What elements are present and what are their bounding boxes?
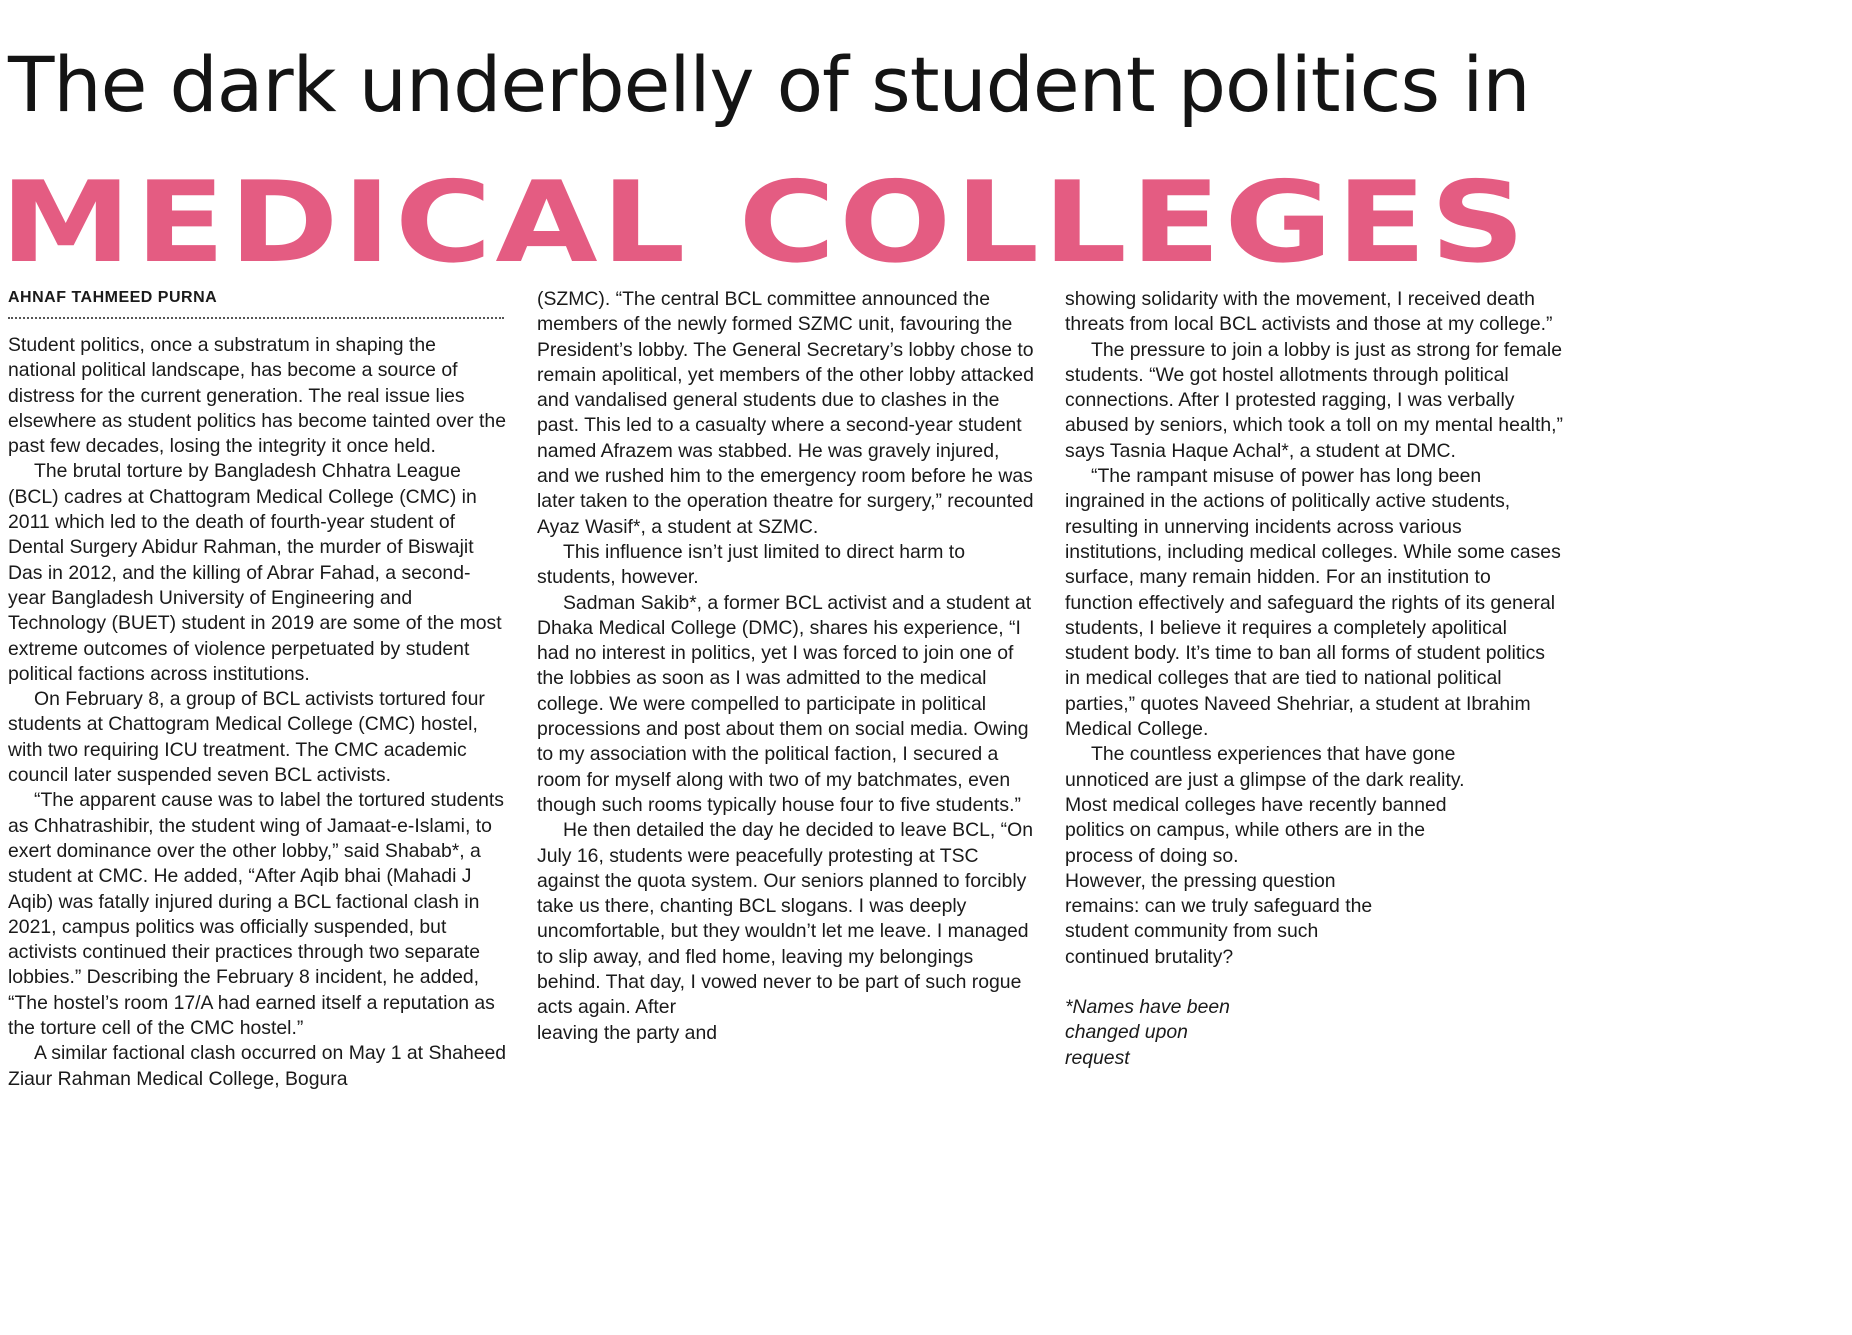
byline: AHNAF TAHMEED PURNA	[8, 289, 218, 306]
article-column-3	[1065, 287, 1563, 1071]
article-column-2	[537, 287, 1035, 1046]
article-paragraph: showing solidarity with the movement, I received death threats from local BCL activists and those at my college.”	[1065, 288, 1553, 336]
article-paragraph: The countless experiences that have gone unnoticed are just a glimpse of the dark reality. Most medical colleges have recently banned politics on campus, while others are in the process of doing so.	[1065, 743, 1465, 867]
headline-accent: MEDICAL COLLEGES	[0, 158, 1529, 288]
article-paragraph: On February 8, a group of BCL activists tortured four students at Chattogram Medical College (CMC) hostel, with two requiring ICU treatment. The CMC academic council later suspended seven BCL activists.	[8, 688, 485, 787]
article-column-1	[8, 333, 508, 1092]
footnote: *Names have been changed upon request	[1065, 996, 1230, 1069]
article-paragraph: leaving the party and	[537, 1021, 718, 1044]
article-paragraph: “The apparent cause was to label the tortured students as Chhatrashibir, the student wing of Jamaat-e-Islami, to exert dominance over the other lobby,” said Shabab*, a student at CMC. He added, “After Aqib bhai (Mahadi J Aqib) was fatally injured during a BCL factional clash in 2021, campus politics was officially suspended, but activists continued their practices through two separate lobbies.” Describing the February 8 incident, he added, “The hostel’s room 17/A had earned itself a reputation as the torture cell of the CMC hostel.”	[8, 789, 504, 1040]
article-paragraph: This influence isn’t just limited to direct harm to students, however.	[537, 540, 965, 589]
article-paragraph: However, the pressing question remains: can we truly safeguard the student community from such continued brutality?	[1065, 869, 1373, 968]
article-paragraph: The pressure to join a lobby is just as strong for female students. “We got hostel allotments through political connections. After I protested ragging, I was verbally abused by seniors, which took a toll on my mental health,” says Tasnia Haque Achal*, a student at DMC.	[1065, 338, 1563, 462]
article-paragraph: He then detailed the day he decided to leave BCL, “On July 16, students were peacefully protesting at TSC against the quota system. Our seniors planned to forcibly take us there, chanting BCL slogans. I was deeply uncomfortable, but they wouldn’t let me leave. I managed to slip away, and fled home, leaving my belongings behind. That day, I vowed never to be part of such rogue acts again. After	[537, 819, 1033, 1019]
dotted-divider	[8, 317, 504, 319]
article-paragraph: Sadman Sakib*, a former BCL activist and a student at Dhaka Medical College (DMC), shares his experience, “I had no interest in politics, yet I was forced to join one of the lobbies as soon as I was admitted to the medical college. We were compelled to participate in political processions and post about them on social media. Owing to my association with the political faction, I secured a room for myself along with two of my batchmates, even though such rooms typically house four to five students.”	[537, 591, 1032, 816]
article-paragraph: Student politics, once a substratum in shaping the national political landscape, has become a source of distress for the current generation. The real issue lies elsewhere as student politics has become tainted over the past few decades, losing the integrity it once held.	[8, 334, 506, 458]
article-paragraph: “The rampant misuse of power has long been ingrained in the actions of politically active students, resulting in unnerving incidents across various institutions, including medical colleges. While some cases surface, many remain hidden. For an institution to function effectively and safeguard the rights of its general students, I believe it requires a completely apolitical student body. It’s time to ban all forms of student politics in medical colleges that are tied to national political parties,” quotes Naveed Shehriar, a student at Ibrahim Medical College.	[1065, 465, 1561, 741]
article-paragraph: (SZMC). “The central BCL committee announced the members of the newly formed SZMC unit, favouring the President’s lobby. The General Secretary’s lobby chose to remain apolitical, yet members of the other lobby attacked and vandalised general students due to clashes in the past. This led to a casualty where a second-year student named Afrazem was stabbed. He was gravely injured, and we rushed him to the emergency room before he was later taken to the operation theatre for surgery,” recounted Ayaz Wasif*, a student at SZMC.	[537, 288, 1034, 538]
headline: The dark underbelly of student politics in	[8, 40, 1530, 129]
article-paragraph: A similar factional clash occurred on May 1 at Shaheed Ziaur Rahman Medical College, Bogura	[8, 1042, 507, 1090]
article-paragraph: The brutal torture by Bangladesh Chhatra League (BCL) cadres at Chattogram Medical College (CMC) in 2011 which led to the death of fourth-year student of Dental Surgery Abidur Rahman, the murder of Biswajit Das in 2012, and the killing of Abrar Fahad, a second-year Bangladesh University of Engineering and Technology (BUET) student in 2019 are some of the most extreme outcomes of violence perpetuated by student political factions across institutions.	[8, 460, 502, 685]
